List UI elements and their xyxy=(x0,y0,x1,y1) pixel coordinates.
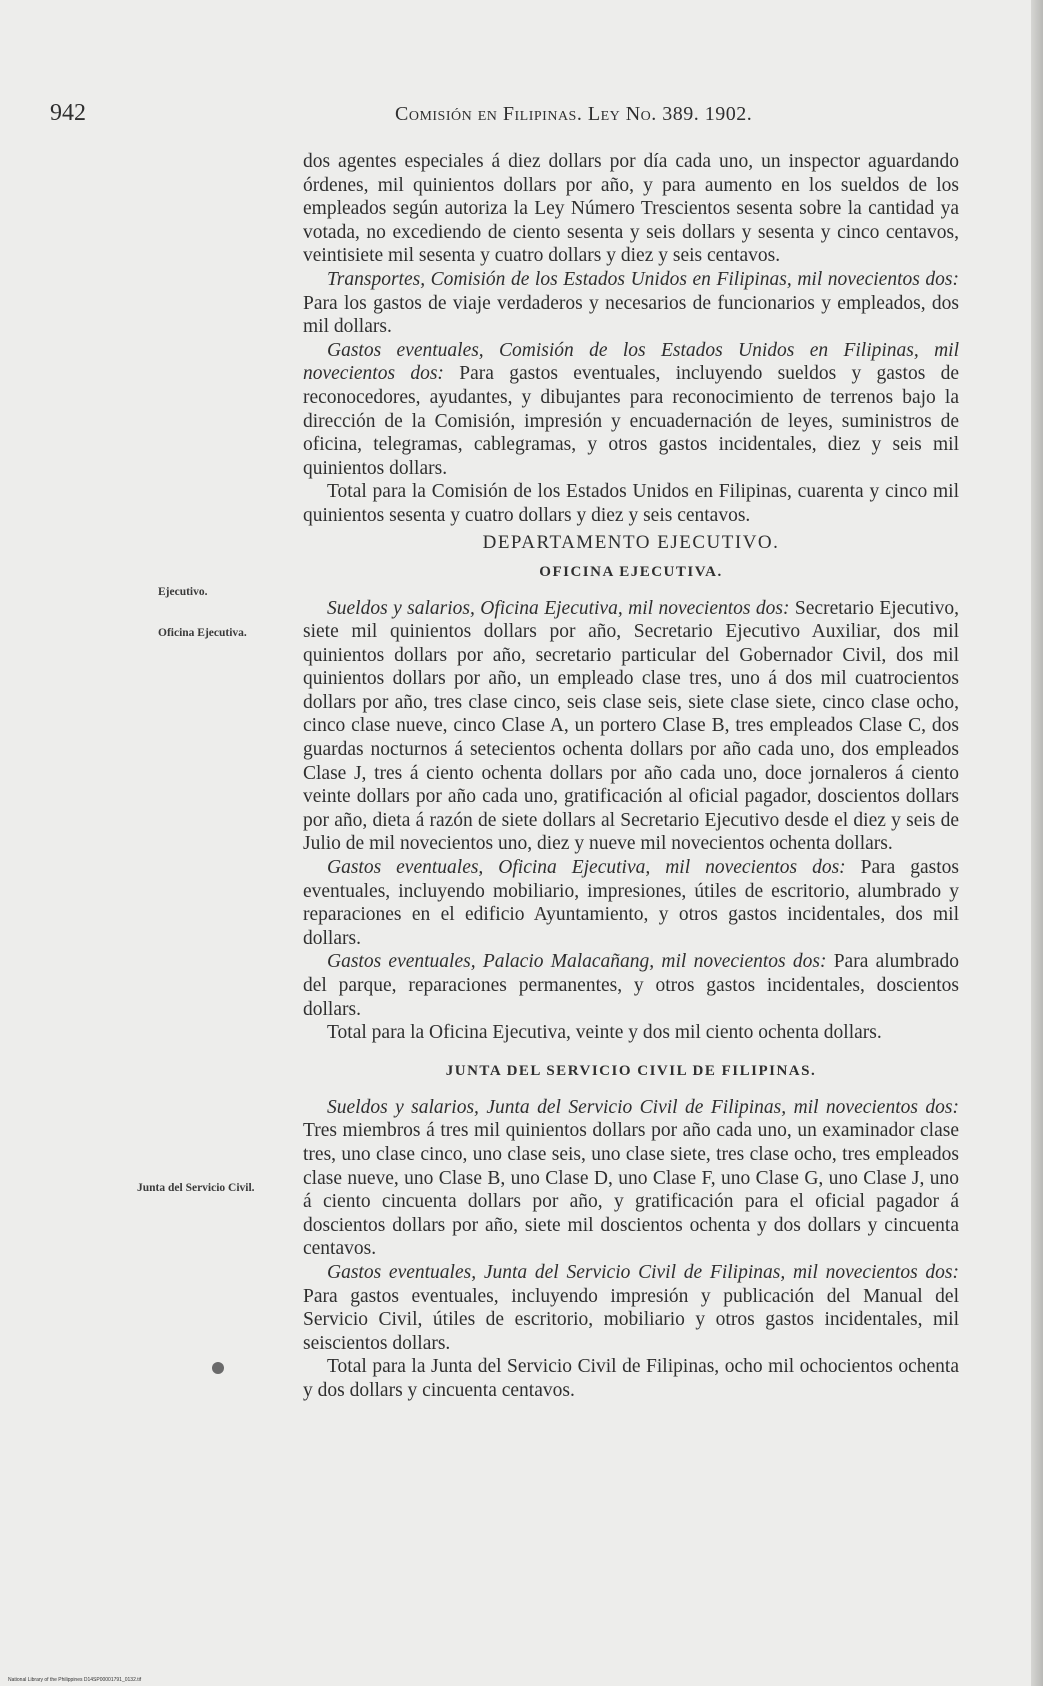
scan-footer: National Library of the Philippines D14SP00001791_0132.tif xyxy=(8,1677,142,1683)
paragraph-heading: Sueldos y salarios, Oficina Ejecutiva, mil novecientos dos: xyxy=(327,597,790,619)
paragraph-sueldos-oficina xyxy=(303,597,959,857)
paragraph-heading: Gastos eventuales, Junta del Servicio Civil de Filipinas, mil novecientos dos: xyxy=(327,1261,959,1283)
paragraph-gastos-oficina xyxy=(303,856,959,950)
paragraph-body: Para alumbrado del parque, reparaciones permanentes, y otros gastos incidentales, doscientos dollars. xyxy=(303,951,959,1020)
paragraph-sueldos-junta xyxy=(303,1096,959,1261)
paragraph-heading: Transportes, Comisión de los Estados Unidos en Filipinas, mil novecientos dos: xyxy=(327,268,959,290)
page-edge-shadow xyxy=(1031,0,1043,1686)
paragraph-body: Para gastos eventuales, incluyendo sueldos y gastos de reconocedores, ayudantes, y dibujantes para reconocimiento de terrenos bajo la dirección de la Comisión, impresión y encuadernación de leyes, suministros de oficina, telegramas, cablegramas, y otros gastos incidentales, diez y seis mil quinientos dollars. xyxy=(303,363,959,479)
paragraph-body: Para gastos eventuales, incluyendo mobiliario, impresiones, útiles de escritorio, alumbrado y reparaciones en el edificio Ayuntamiento, y otros gastos incidentales, dos mil dollars. xyxy=(303,857,959,949)
paragraph-total-comision: Total para la Comisión de los Estados Unidos en Filipinas, cuarenta y cinco mil quinientos sesenta y cuatro dollars y diez y seis centavos. xyxy=(303,481,959,526)
paragraph-total-junta: Total para la Junta del Servicio Civil de Filipinas, ocho mil ochocientos ochenta y dos dollars y cincuenta centavos. xyxy=(303,1356,959,1401)
margin-note-junta: Junta del Servicio Civil. xyxy=(137,1182,255,1194)
office-title: OFICINA EJECUTIVA. xyxy=(539,563,723,580)
paragraph-heading: Gastos eventuales, Comisión de los Estados Unidos en Filipinas, mil novecientos dos: xyxy=(303,339,959,385)
paragraph-gastos-malacanang xyxy=(303,950,959,1021)
paragraph-heading: Gastos eventuales, Oficina Ejecutiva, mil novecientos dos: xyxy=(327,857,846,879)
paragraph-gastos-comision xyxy=(303,339,959,481)
page-number: 942 xyxy=(50,100,86,126)
paragraph-body: Para gastos eventuales, incluyendo impresión y publicación del Manual del Servicio Civil, útiles de escritorio, mobiliario y otros gastos incidentales, mil seiscientos dollars. xyxy=(303,1285,959,1354)
running-head: Comisión en Filipinas. Ley No. 389. 1902. xyxy=(395,103,753,125)
ink-spot-mark xyxy=(212,1362,224,1374)
paragraph-transportes xyxy=(303,268,959,339)
paragraph-continuation: dos agentes especiales á diez dollars por día cada uno, un inspector aguardando órdenes, mil quinientos dollars por año, y para aumento en los sueldos de los empleados según autoriza la Ley Número Trescientos sesenta sobre la cantidad ya votada, no excediendo de ciento sesenta y seis dollars y sesenta y cinco centavos, veintisiete mil sesenta y cuatro dollars y diez y seis centavos. xyxy=(303,151,959,267)
main-text-column xyxy=(303,150,959,1403)
paragraph-heading: Sueldos y salarios, Junta del Servicio Civil de Filipinas, mil novecientos dos: xyxy=(327,1096,959,1118)
department-title: DEPARTAMENTO EJECUTIVO. xyxy=(482,531,780,553)
margin-note-ejecutivo: Ejecutivo. xyxy=(158,586,208,598)
paragraph-body: Para los gastos de viaje verdaderos y necesarios de funcionarios y empleados, dos mil dollars. xyxy=(303,292,959,338)
paragraph-total-oficina: Total para la Oficina Ejecutiva, veinte y dos mil ciento ochenta dollars. xyxy=(327,1022,882,1044)
junta-title: JUNTA DEL SERVICIO CIVIL DE FILIPINAS. xyxy=(445,1062,817,1079)
paragraph-body: Tres miembros á tres mil quinientos dollars por año cada uno, un examinador clase tres, uno clase cinco, uno clase seis, uno clase siete, tres clase ocho, tres empleados clase nueve, uno Clase B, uno Clase D, uno Clase F, uno Clase G, uno Clase J, uno á ciento cincuenta dollars por año, y gratificación para el oficial pagador á doscientos dollars por año, siete mil doscientos ochenta y dos dollars y cincuenta centavos. xyxy=(303,1120,959,1260)
paragraph-body: Secretario Ejecutivo, siete mil quinientos dollars por año, Secretario Ejecutivo Auxiliar, dos mil quinientos dollars por año, secretario particular del Gobernador Civil, dos mil quinientos dollars por año, un empleado clase tres, uno á dos mil cuatrocientos dollars por año, tres clase cinco, seis clase seis, siete clase siete, cinco clase ocho, cinco clase nueve, cinco Clase A, un portero Clase B, tres empleados Clase C, dos guardas nocturnos á setecientos ochenta dollars por año cada uno, dos empleados Clase J, tres á ciento ochenta dollars por año cada uno, doce jornaleros á ciento veinte dollars por año cada uno, gratificación al oficial pagador, doscientos dollars por año, dieta á razón de siete dollars al Secretario Ejecutivo desde el diez y seis de Julio de mil novecientos uno, diez y nueve mil novecientos ochenta dollars. xyxy=(303,597,959,855)
paragraph-heading: Gastos eventuales, Palacio Malacañang, mil novecientos dos: xyxy=(327,951,827,973)
paragraph-gastos-junta xyxy=(303,1261,959,1355)
margin-note-oficina-ejecutiva: Oficina Ejecutiva. xyxy=(158,627,247,639)
